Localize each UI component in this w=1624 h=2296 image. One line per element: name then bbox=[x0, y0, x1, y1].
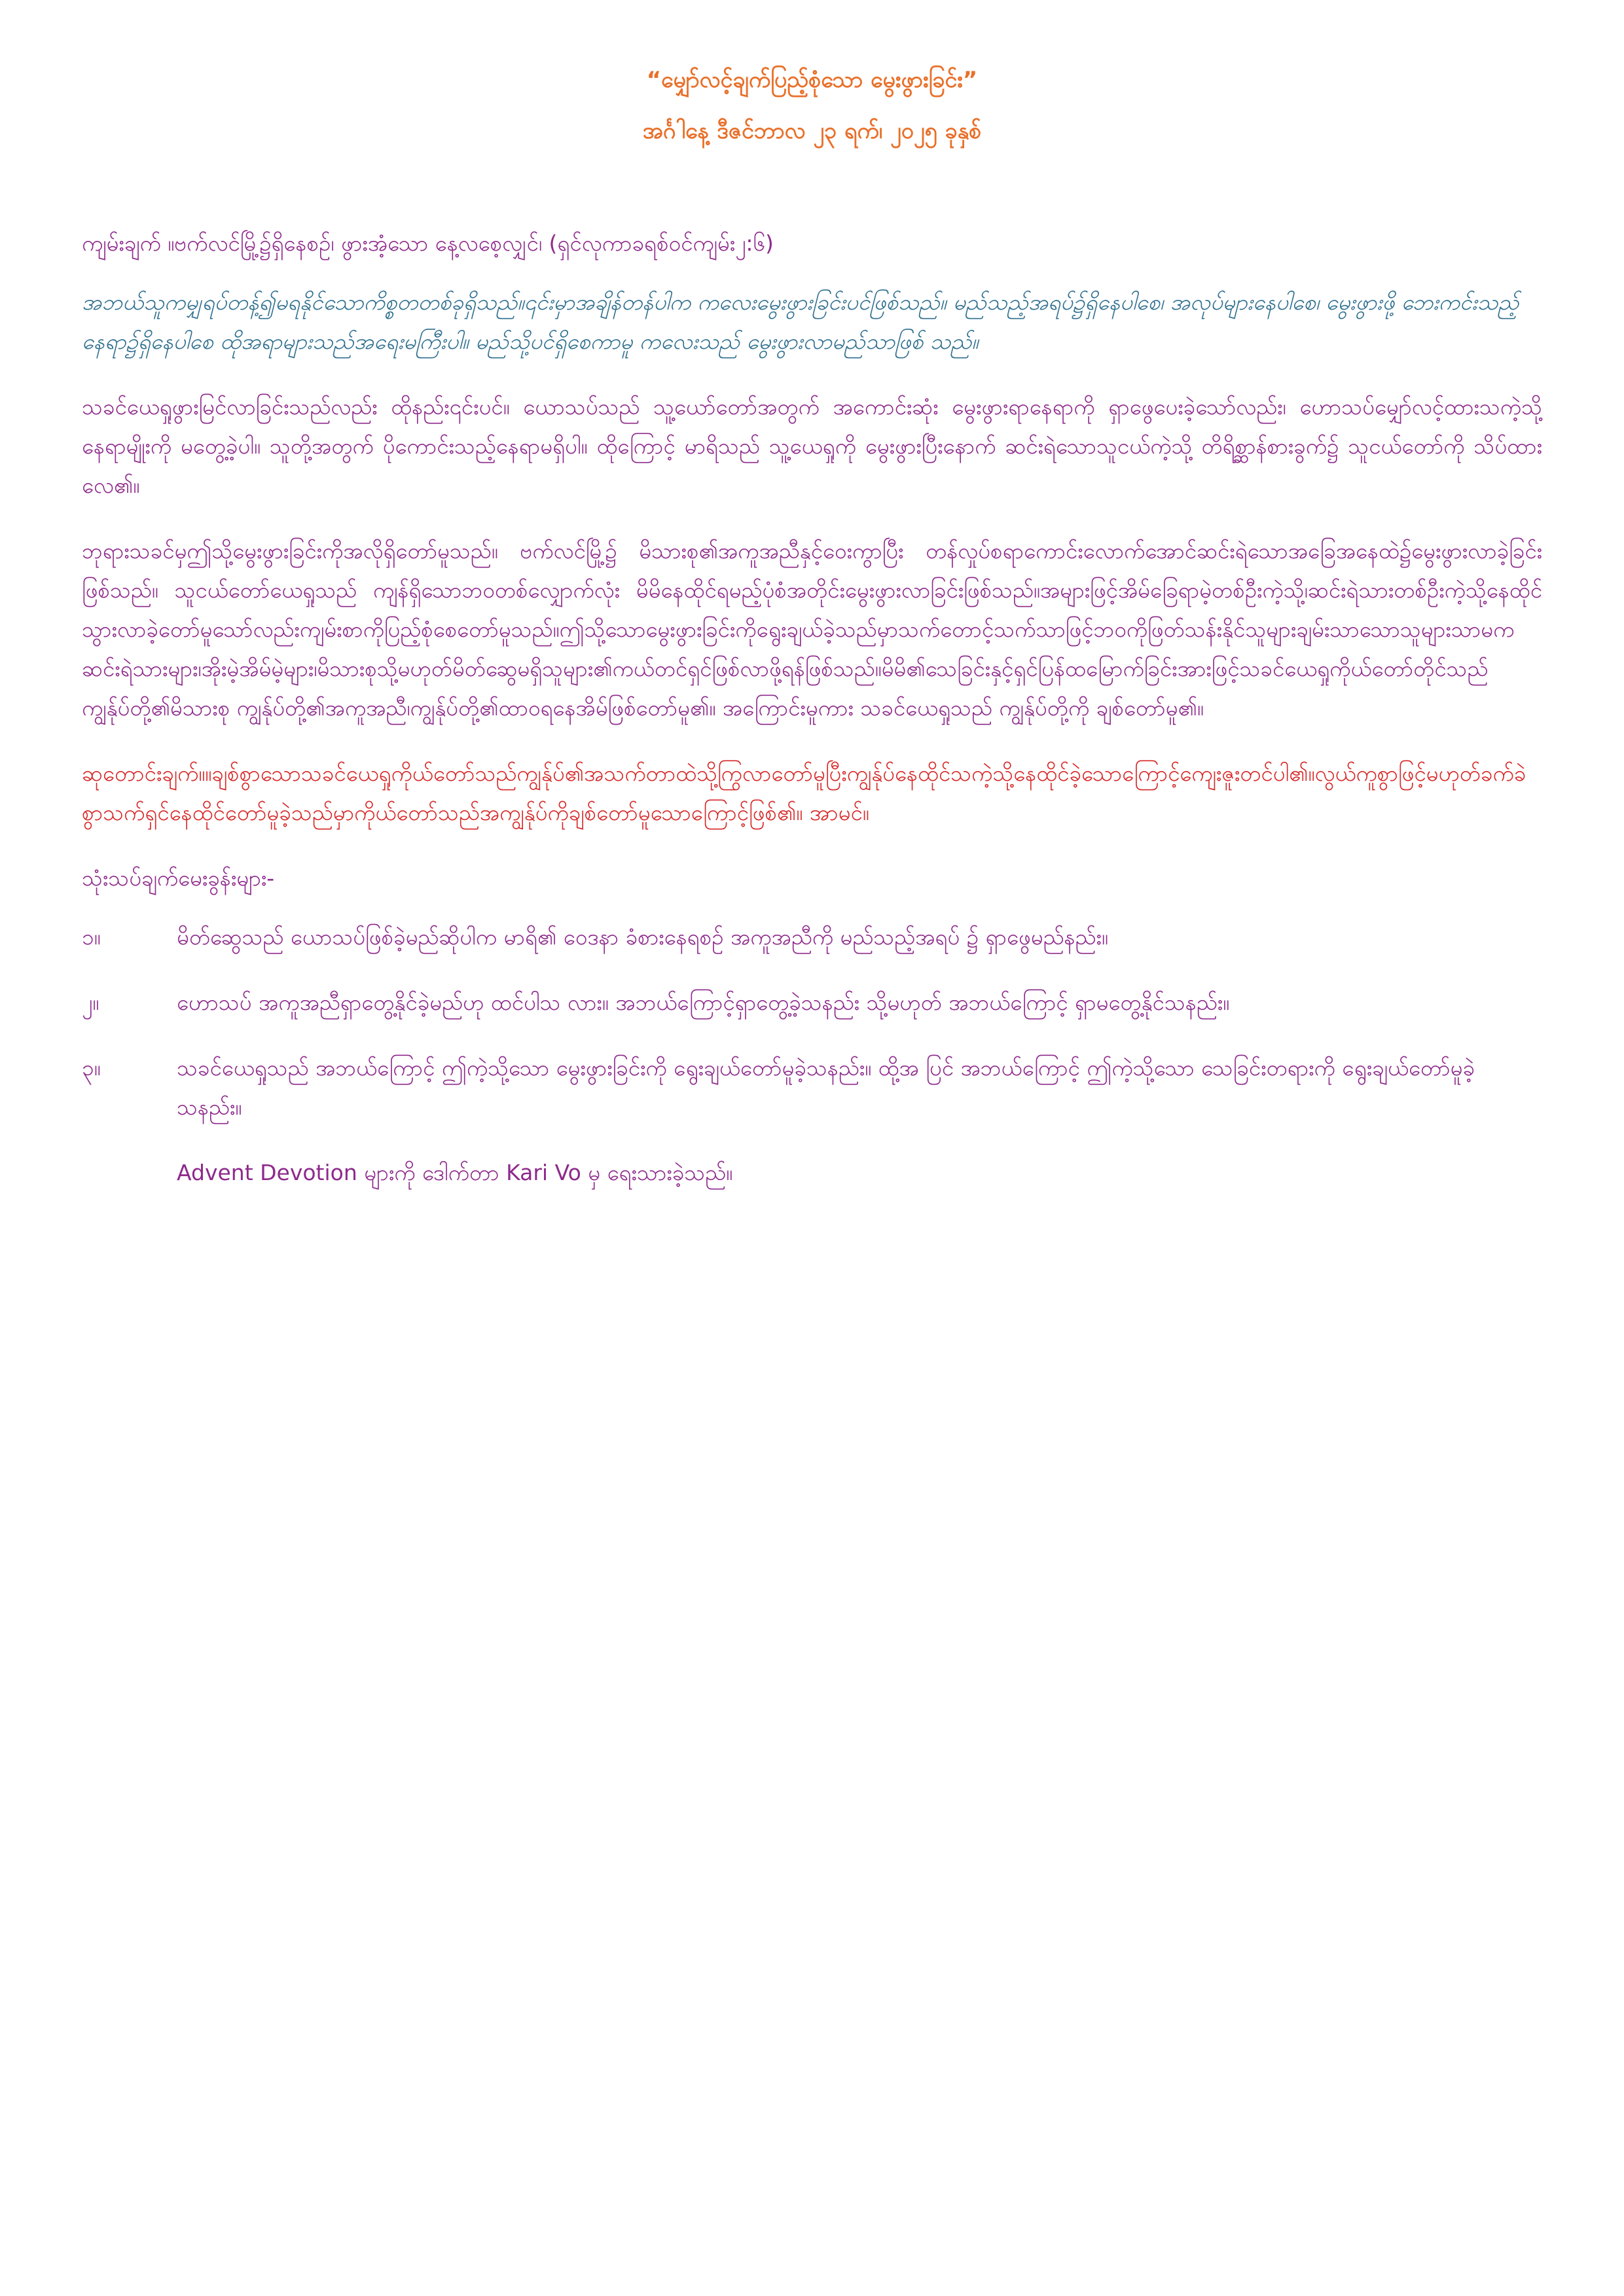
question-item bbox=[82, 918, 1542, 957]
prayer-paragraph: ဆုတောင်းချက်။။ချစ်စွာသောသခင်ယေရှုကိုယ်တော်သည်ကျွန်ုပ်၏အသက်တာထဲသို့ကြွလာတော်မူပြီးကျွန်ုပ်နေထိုင်သကဲ့သို့နေထိုင်ခဲ့သောကြောင့်ကျေးဇူးတင်ပါ၏။လွယ်ကူစွာဖြင့်မဟုတ်ခက်ခဲစွာသက်ရှင်နေထိုင်တော်မူခဲ့သည်မှာကိုယ်တော်သည်အကျွန်ုပ်ကိုချစ်တော်မူသောကြောင့်ဖြစ်၏။ အာမင်။ bbox=[82, 761, 1526, 825]
question-number: ၂။ bbox=[82, 990, 99, 1015]
scripture-reference: ကျမ်းချက် ။ဗက်လင်မြို့၌ရှိနေစဉ်၊ ဖွားအံ့သော နေ့လစေ့လျှင်၊ (ရှင်လုကာခရစ်ဝင်ကျမ်း၂:၆) bbox=[82, 230, 774, 256]
question-number: ၃။ bbox=[82, 1055, 101, 1081]
page-title: “မျှော်လင့်ချက်ပြည့်စုံသော မွေးဖွားခြင်း” bbox=[646, 67, 978, 93]
date-line: အင်္ဂါနေ့ ဒီဇင်ဘာလ ၂၃ ရက်၊ ၂၀၂၅ ခုနှစ် bbox=[642, 118, 982, 144]
question-item bbox=[82, 1049, 1542, 1127]
question-number: ၁။ bbox=[82, 924, 101, 950]
body-paragraph: ဘုရားသခင်မှဤသို့မွေးဖွားခြင်းကိုအလိုရှိတော်မူသည်။ ဗက်လင်မြို့၌ မိသားစု၏အကူအညီနှင့်ဝေးကွာပြီး တန်လှုပ်စရာကောင်းလောက်အောင်ဆင်းရဲသောအခြေအနေထဲ၌မွေးဖွားလာခဲ့ခြင်းဖြစ်သည်။ သူငယ်တော်ယေရှုသည် ကျန်ရှိသောဘဝတစ်လျှောက်လုံး မိမိနေထိုင်ရမည့်ပုံစံအတိုင်းမွေးဖွားလာခြင်းဖြစ်သည်။အများဖြင့်အိမ်ခြေရာမဲ့တစ်ဦးကဲ့သို့၊ဆင်းရဲသားတစ်ဦးကဲ့သို့နေထိုင်သွားလာခဲ့တော်မူသော်လည်းကျမ်းစာကိုပြည့်စုံစေတော်မူသည်။ဤသို့သောမွေးဖွားခြင်းကိုရွေးချယ်ခဲ့သည်မှာသက်တောင့်သက်သာဖြင့်ဘဝကိုဖြတ်သန်းနိုင်သူများချမ်းသာသောသူများသာမကဆင်းရဲသားများ၊အိုးမဲ့အိမ်မဲ့များ၊မိသားစုသို့မဟုတ်မိတ်ဆွေမရှိသူများ၏ကယ်တင်ရှင်ဖြစ်လာဖို့ရန်ဖြစ်သည်။မိမိ၏သေခြင်းနှင့်ရှင်ပြန်ထမြောက်ခြင်းအားဖြင့်သခင်ယေရှုကိုယ်တော်တိုင်သည် ကျွန်ုပ်တို့၏မိသားစု ကျွန်ုပ်တို့၏အကူအညီ၊ကျွန်ုပ်တို့၏ထာဝရနေအိမ်ဖြစ်တော်မူ၏။ အကြောင်းမူကား သခင်ယေရှုသည် ကျွန်ုပ်တို့ကို ချစ်တော်မူ၏။ bbox=[82, 538, 1542, 721]
question-text: သခင်ယေရှုသည် အဘယ်ကြောင့် ဤကဲ့သို့သော မွေးဖွားခြင်းကို ရွေးချယ်တော်မူခဲ့သနည်း။ ထို့အ ပြင် အဘယ်ကြောင့် ဤကဲ့သို့သော သေခြင်းတရားကို ရွေးချယ်တော်မူခဲ့သနည်း။ bbox=[177, 1055, 1475, 1120]
body-paragraph: သခင်ယေရှုဖွားမြင်လာခြင်းသည်လည်း ထိုနည်း၎င်းပင်။ ယောသပ်သည် သူ့ယော်တော်အတွက် အကောင်းဆုံး မွေးဖွားရာနေရာကို ရှာဖွေပေးခဲ့သော်လည်း၊ ဟောသပ်မျှော်လင့်ထားသကဲ့သို့ နေရာမျိုးကို မတွေ့ခဲ့ပါ။ သူတို့အတွက် ပိုကောင်းသည့်နေရာမရှိပါ။ ထိုကြောင့် မာရိသည် သူ့ယေရှုကို မွေးဖွားပြီးနောက် ဆင်းရဲသောသူငယ်ကဲ့သို့ တိရိစ္ဆာန်စားခွက်၌ သူငယ်တော်ကို သိပ်ထားလေ၏။ bbox=[82, 394, 1542, 498]
question-text: ဟောသပ် အကူအညီရှာတွေ့နိုင်ခဲ့မည်ဟု ထင်ပါသ လား။ အဘယ်ကြောင့်ရှာတွေ့ခဲ့သနည်း သို့မဟုတ် အဘယ်ကြောင့် ရှာမတွေ့နိုင်သနည်း။ bbox=[177, 990, 1230, 1015]
questions-heading: သုံးသပ်ချက်မေးခွန်းများ- bbox=[82, 865, 275, 891]
questions-list bbox=[82, 918, 1542, 1127]
question-item bbox=[82, 983, 1542, 1022]
author-credit: Advent Devotion များကို ဒေါက်တာ Kari Vo မှ ရေးသားခဲ့သည်။ bbox=[177, 1160, 733, 1185]
opening-reflection: အဘယ်သူကမျှရပ်တန့်၍မရနိုင်သောကိစ္စတတစ်ခုရှိသည်။၎င်းမှာအချိန်တန်ပါက ကလေးမွေးဖွားခြင်းပင်ဖြစ်သည်။ မည်သည့်အရပ်၌ရှိနေပါစေ၊ အလုပ်များနေပါစေ၊ မွေးဖွားဖို့ ဘေးကင်းသည့်နေရာ၌ရှိနေပါစေ ထိုအရာများသည်အရေးမကြီးပါ။ မည်သို့ပင်ရှိစေကာမူ ကလေးသည် မွေးဖွားလာမည်သာဖြစ် သည်။ bbox=[82, 289, 1519, 354]
question-text: မိတ်ဆွေသည် ယောသပ်ဖြစ်ခဲ့မည်ဆိုပါက မာရိ၏ ဝေဒနာ ခံစားနေရစဉ် အကူအညီကို မည်သည့်အရပ် ၌ ရှာဖွေမည်နည်း။ bbox=[177, 924, 1108, 950]
